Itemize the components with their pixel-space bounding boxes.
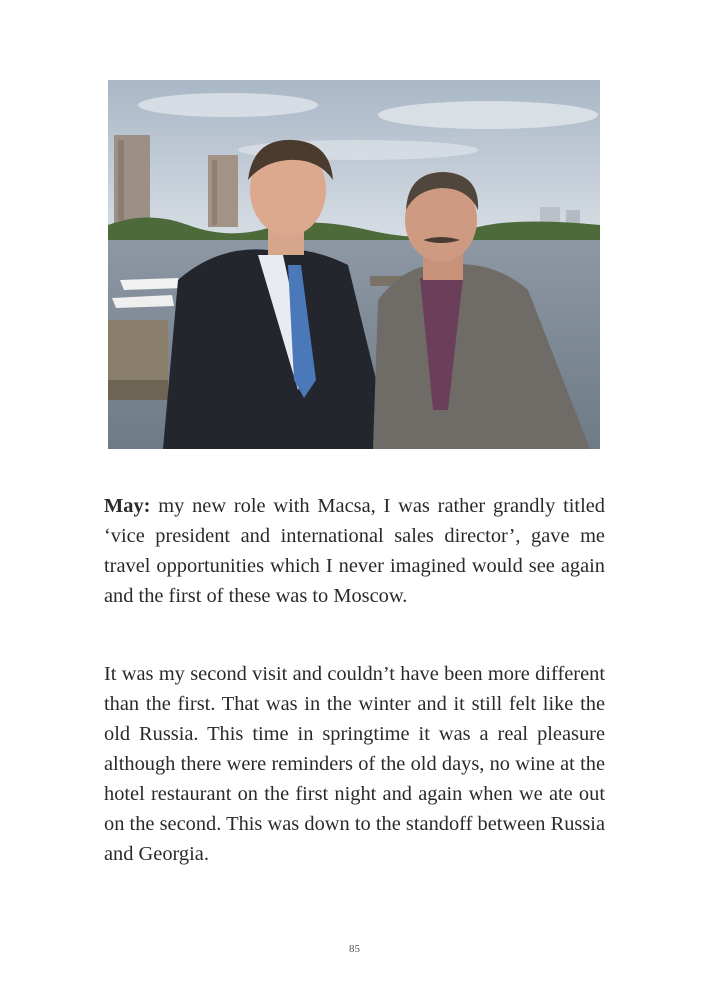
- paragraph-lead: May:: [104, 495, 151, 517]
- paragraph-body: my new role with Macsa, I was rather grandly titled ‘vice president and international sales director’, gave me travel opportunities which I never imagined would see again and the first of these was to Moscow.: [104, 495, 605, 607]
- paragraph-second-visit: It was my second visit and couldn’t have been more different than the first. That was in the winter and it still felt like the old Russia. This time in springtime it was a real pleasure although there were reminders of the old days, no wine at the hotel restaurant on the first night and again when we ate out on the second. This was down to the standoff between Russia and Georgia.: [104, 663, 605, 865]
- paragraph-may: [104, 491, 605, 611]
- photo-two-men-by-river: [108, 80, 600, 449]
- page-number: 85: [349, 943, 360, 955]
